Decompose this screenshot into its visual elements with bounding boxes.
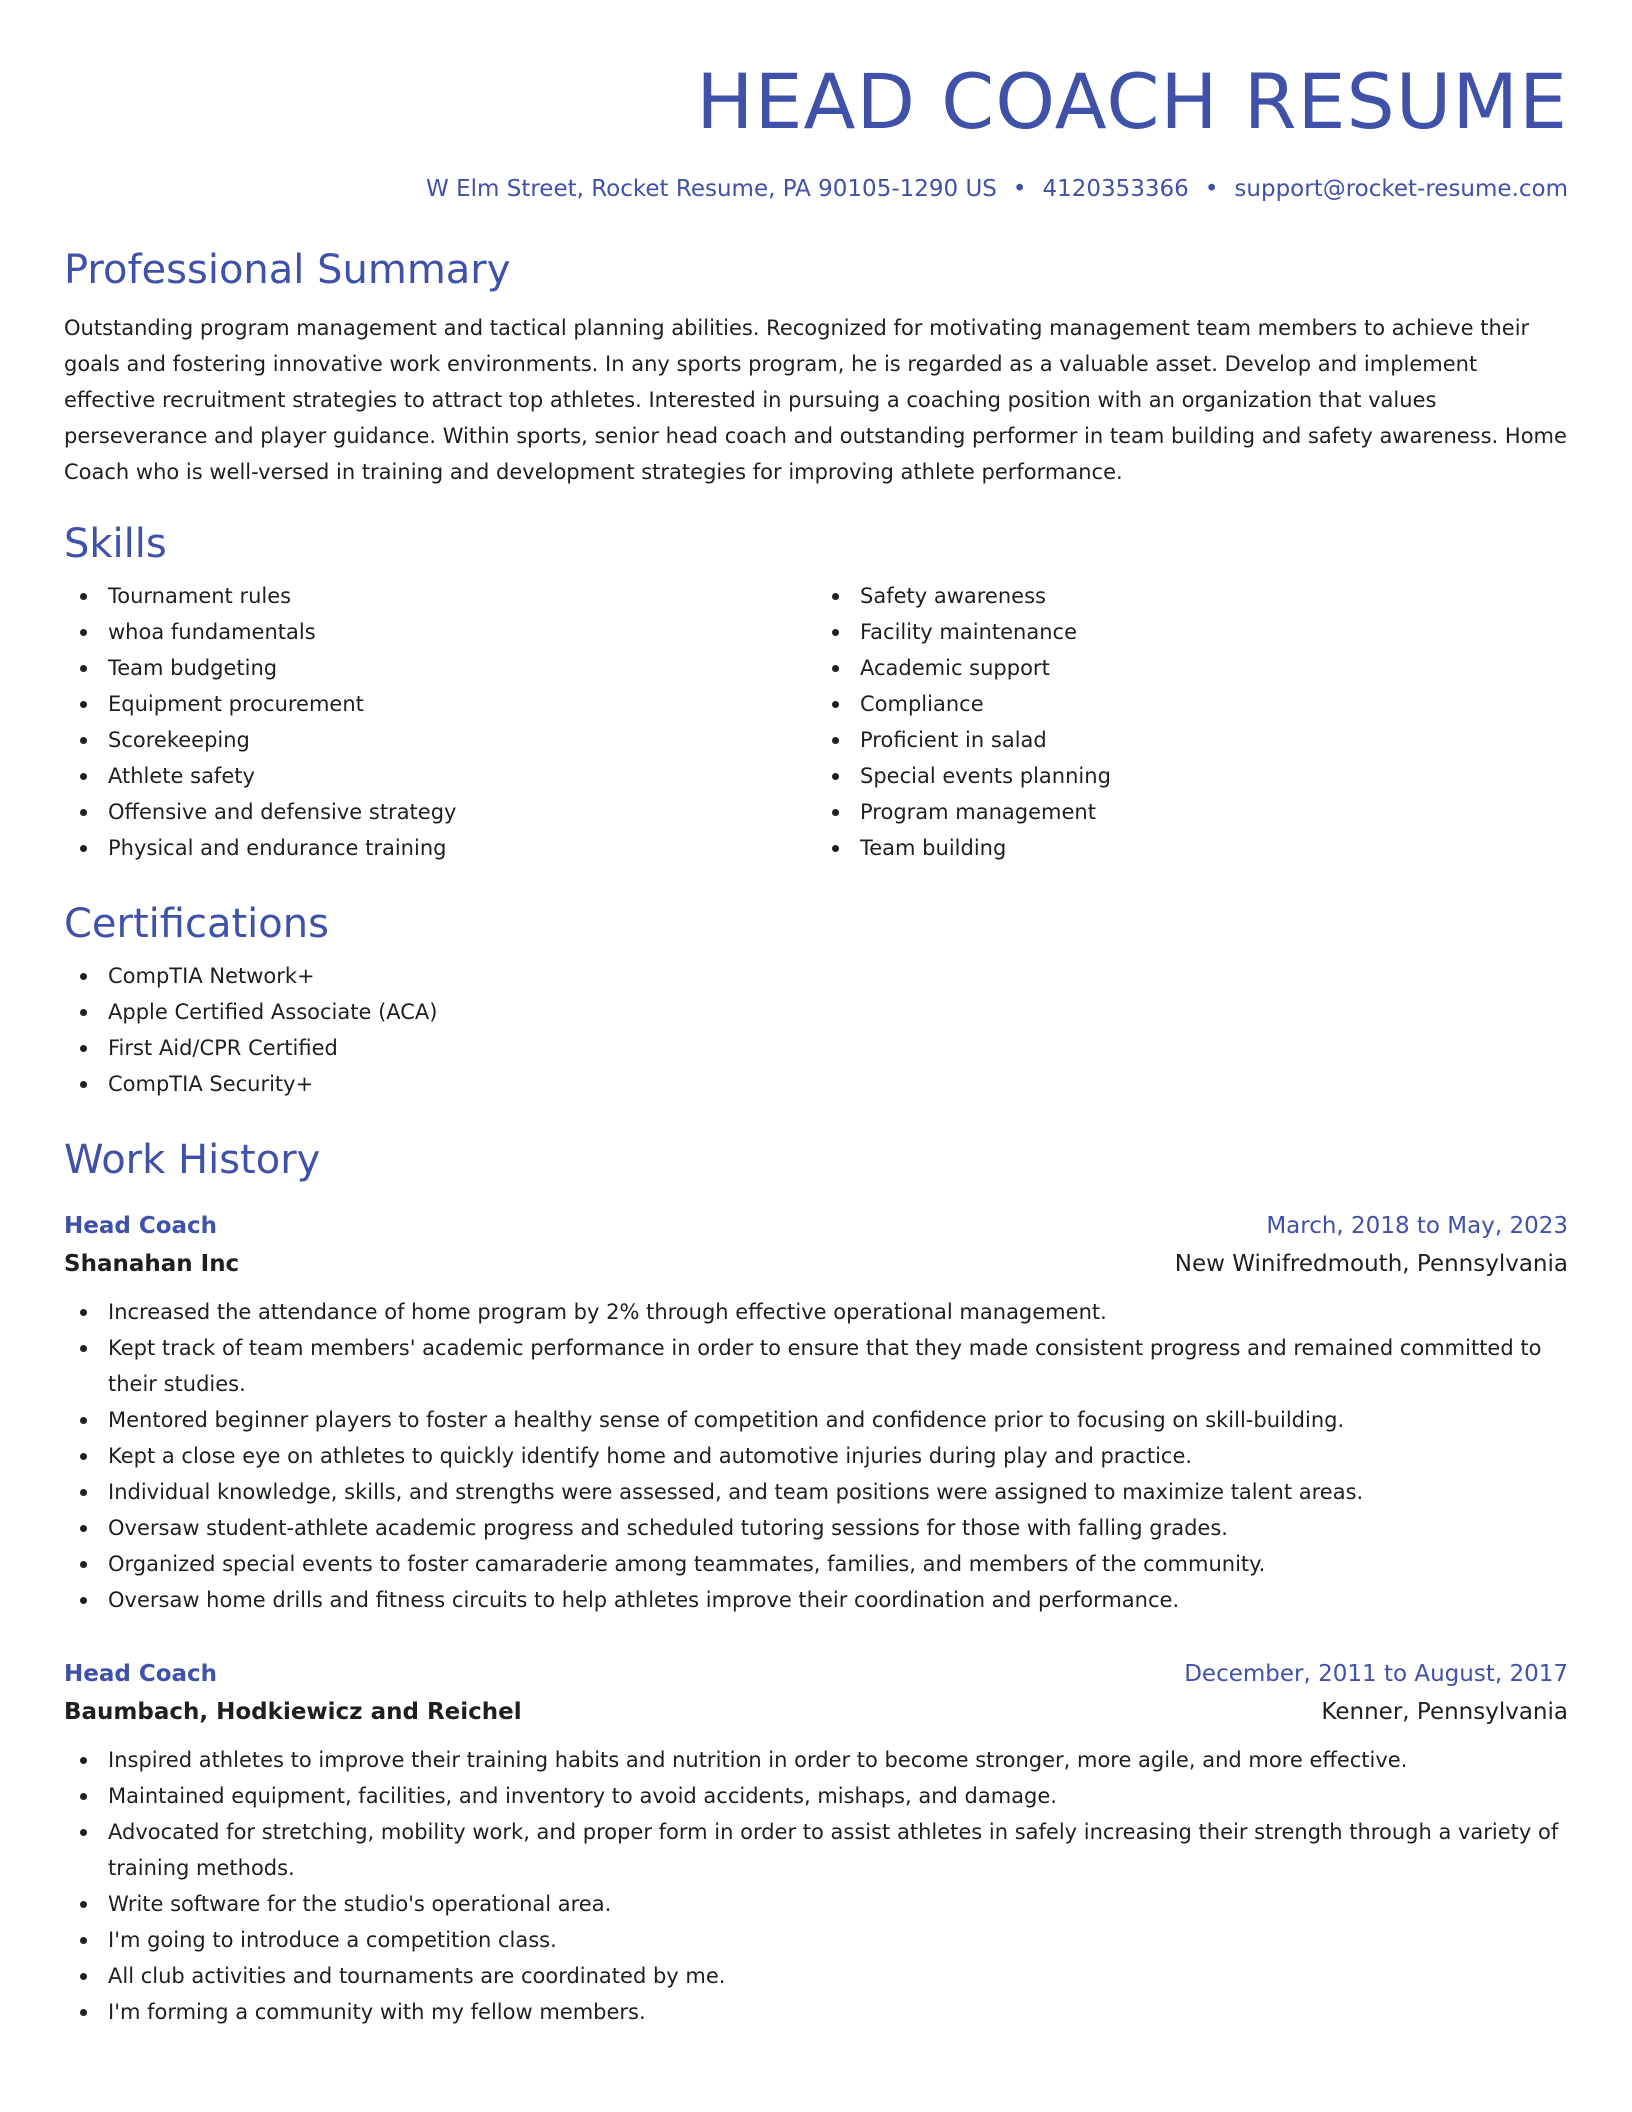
skill-item: Equipment procurement [64,686,816,722]
skill-item: Program management [816,794,1568,830]
job-header-row [64,1656,1568,1692]
section-title-certifications: Certifications [64,901,329,947]
contact-address: W Elm Street, Rocket Resume, PA 90105-1290 US [426,176,997,202]
skill-item: whoa fundamentals [64,614,816,650]
contact-email[interactable]: support@rocket-resume.com [1234,176,1568,202]
skill-item: Compliance [816,686,1568,722]
job-location: Kenner, Pennsylvania [1321,1699,1568,1725]
skill-item: Special events planning [816,758,1568,794]
skills-list-right [816,578,1568,866]
job-entry [64,1656,1568,2030]
job-bullet-list [64,1742,1568,2030]
contact-line [64,174,1568,204]
certification-item: CompTIA Network+ [64,958,1568,994]
job-bullet: Individual knowledge, skills, and strengths were assessed, and team positions were assigned to maximize talent areas. [64,1474,1568,1510]
job-bullet: Maintained equipment, facilities, and inventory to avoid accidents, mishaps, and damage. [64,1778,1568,1814]
job-dates: December, 2011 to August, 2017 [1184,1661,1568,1687]
job-bullet: Oversaw home drills and fitness circuits to help athletes improve their coordination and performance. [64,1582,1568,1618]
contact-phone: 4120353366 [1042,176,1189,202]
job-company-row [64,1692,1568,1732]
skill-item: Team budgeting [64,650,816,686]
section-title-summary: Professional Summary [64,247,511,293]
job-bullet-list [64,1294,1568,1618]
skill-item: Proficient in salad [816,722,1568,758]
contact-separator: • [1012,176,1027,202]
job-location: New Winifredmouth, Pennsylvania [1174,1251,1568,1277]
job-bullet: I'm forming a community with my fellow members. [64,1994,1568,2030]
skill-item: Team building [816,830,1568,866]
job-bullet: Increased the attendance of home program by 2% through effective operational management. [64,1294,1568,1330]
skill-item: Facility maintenance [816,614,1568,650]
skill-item: Academic support [816,650,1568,686]
job-company: Baumbach, Hodkiewicz and Reichel [64,1699,522,1725]
job-bullet: Kept track of team members' academic performance in order to ensure that they made consistent progress and remained committed to their studies. [64,1330,1568,1402]
contact-separator: • [1204,176,1219,202]
skill-item: Athlete safety [64,758,816,794]
job-title: Head Coach [64,1213,218,1239]
certification-item: First Aid/CPR Certified [64,1030,1568,1066]
job-bullet: Advocated for stretching, mobility work, and proper form in order to assist athletes in safely increasing their strength through a variety of training methods. [64,1814,1568,1886]
resume-title: HEAD COACH RESUME [696,57,1568,146]
section-title-work-history: Work History [64,1137,321,1183]
job-bullet: I'm going to introduce a competition class. [64,1922,1568,1958]
job-bullet: Inspired athletes to improve their training habits and nutrition in order to become stronger, more agile, and more effective. [64,1742,1568,1778]
certifications-list [64,958,1568,1102]
skill-item: Tournament rules [64,578,816,614]
job-dates: March, 2018 to May, 2023 [1266,1213,1568,1239]
skill-item: Physical and endurance training [64,830,816,866]
summary-text: Outstanding program management and tactical planning abilities. Recognized for motivating management team members to achieve their goals and fostering innovative work environments. In any sports program, he is regarded as a valuable asset. Develop and implement effective recruitment strategies to attract top athletes. Interested in pursuing a coaching position with an organization that values perseverance and player guidance. Within sports, senior head coach and outstanding performer in team building and safety awareness. Home Coach who is well-versed in training and development strategies for improving athlete performance. [64,316,1567,484]
job-bullet: Oversaw student-athlete academic progress and scheduled tutoring sessions for those with falling grades. [64,1510,1568,1546]
skills-list-left [64,578,816,866]
skill-item: Offensive and defensive strategy [64,794,816,830]
job-bullet: All club activities and tournaments are coordinated by me. [64,1958,1568,1994]
job-bullet: Organized special events to foster camaraderie among teammates, families, and members of the community. [64,1546,1568,1582]
job-title: Head Coach [64,1661,218,1687]
section-title-skills: Skills [64,521,167,567]
job-entry [64,1208,1568,1618]
skills-columns [64,578,1568,866]
job-company-row [64,1244,1568,1284]
job-bullet: Kept a close eye on athletes to quickly identify home and automotive injuries during play and practice. [64,1438,1568,1474]
skill-item: Scorekeeping [64,722,816,758]
resume-header [64,0,1568,204]
job-bullet: Write software for the studio's operational area. [64,1886,1568,1922]
certification-item: CompTIA Security+ [64,1066,1568,1102]
job-bullet: Mentored beginner players to foster a healthy sense of competition and confidence prior to focusing on skill-building. [64,1402,1568,1438]
job-company: Shanahan Inc [64,1251,240,1277]
skill-item: Safety awareness [816,578,1568,614]
certification-item: Apple Certified Associate (ACA) [64,994,1568,1030]
job-header-row [64,1208,1568,1244]
